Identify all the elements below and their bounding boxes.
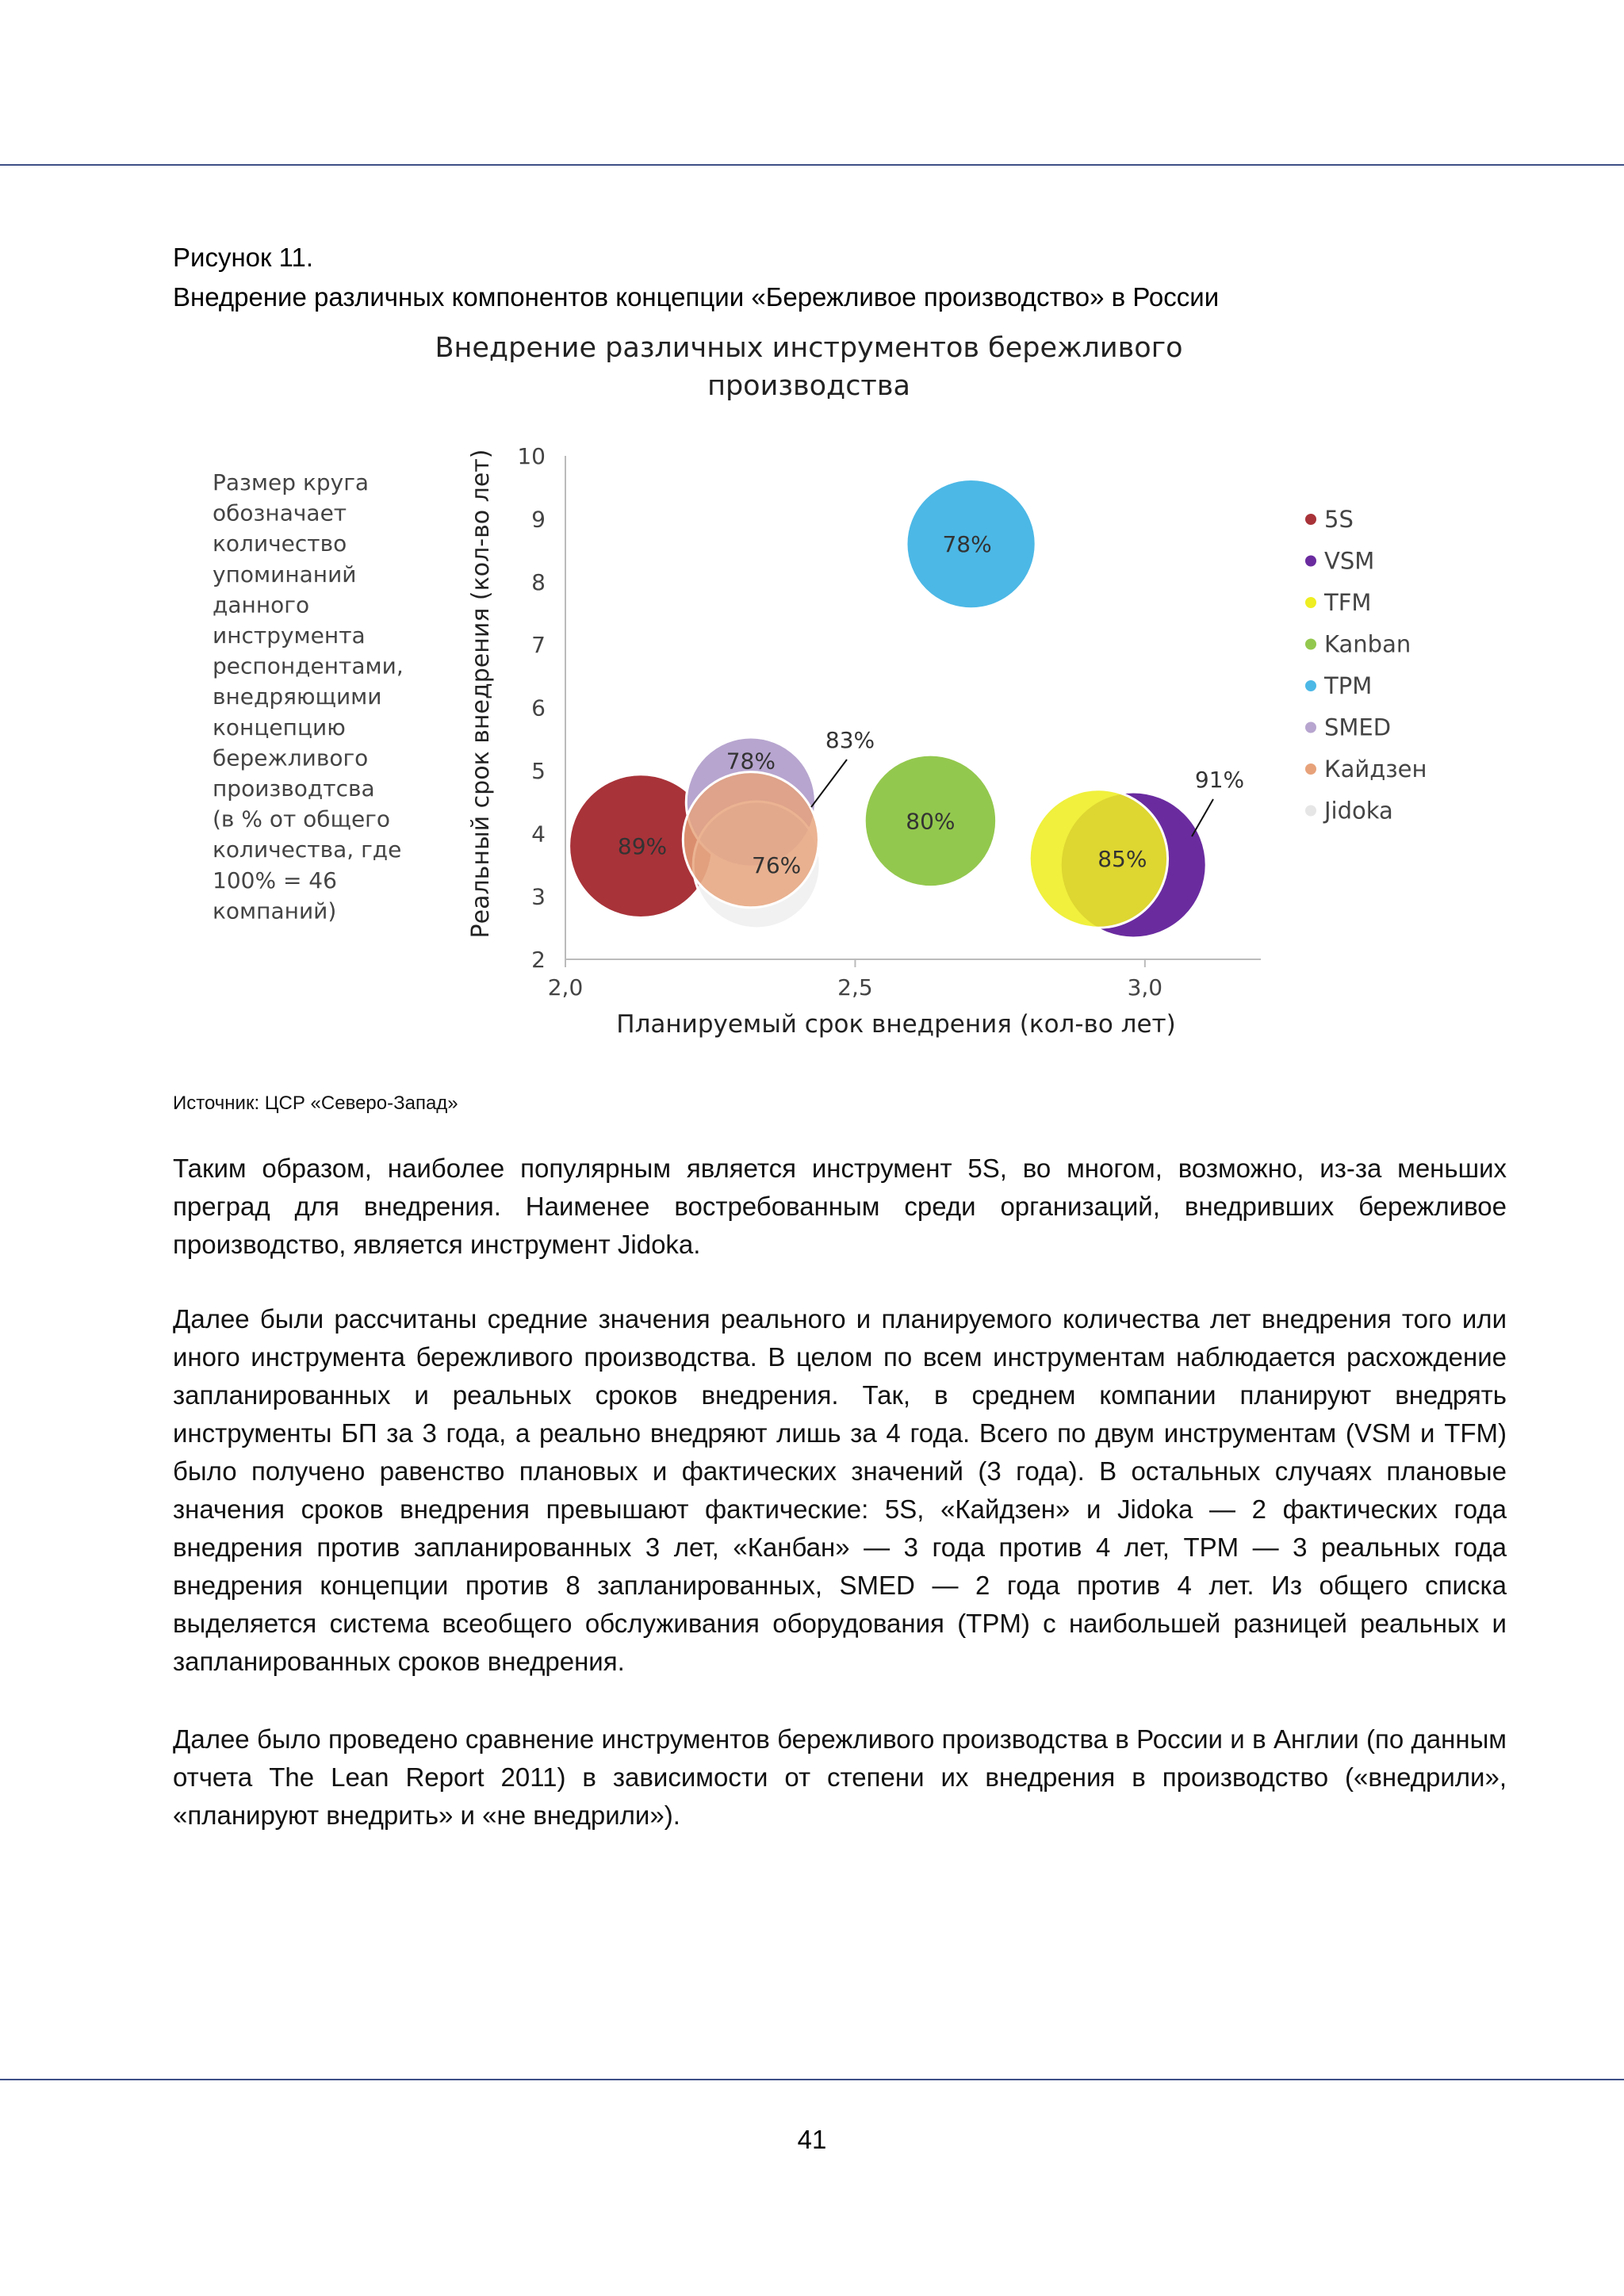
page-number: 41	[797, 2125, 827, 2154]
size-note-line: инструмента	[213, 622, 366, 649]
data-label-tpm: 78%	[942, 531, 992, 558]
y-tick-label: 3	[531, 883, 546, 910]
footer-rule	[0, 2079, 1624, 2080]
legend-label-кайдзен: Кайдзен	[1324, 756, 1427, 783]
figure-caption	[173, 238, 1521, 317]
x-tick-label: 2,5	[837, 974, 873, 1001]
paragraph-2: Далее были рассчитаны средние значения реального и планируемого количества лет внедрения того или иного инструмента бережливого производства. В целом по всем инструментам наблюдается расхождение запланированных и реальных сроков внедрения. Так, в среднем компании планируют внедрять инструменты БП за 3 года, а реально внедряют лишь за 4 года. Всего по двум инструментам (VSM и TFM) было получено равенство плановых и фактических значений (3 года). В остальных случаях плановые значения сроков внедрения превышают фактические: 5S, «Кайдзен» и Jidoka — 2 фактических года внедрения против запланированных 3 лет, «Канбан» — 3 года против 4 лет, TPM — 3 реальных года внедрения концепции против 8 запланированных, SMED — 2 года против 4 лет. Из общего списка выделяется система всеобщего обслуживания оборудования (TPM) с наибольшей разницей реальных и запланированных сроков внедрения.	[173, 1304, 1507, 1676]
legend-marker-vsm	[1305, 556, 1316, 567]
y-tick-label: 5	[531, 757, 546, 784]
y-axis-label: Реальный срок внедрения (кол-во лет)	[467, 449, 495, 939]
chart-title-line-2: производства	[707, 370, 910, 402]
data-label-kanban: 80%	[906, 808, 956, 835]
header-rule	[0, 164, 1624, 166]
x-axis-label: Планируемый срок внедрения (кол-во лет)	[616, 1010, 1176, 1039]
legend-marker-tpm	[1305, 680, 1316, 691]
legend-label-jidoka: Jidoka	[1324, 797, 1393, 825]
y-tick-label: 8	[531, 568, 546, 595]
source-note: Источник: ЦСР «Северо-Запад»	[173, 1093, 458, 1114]
data-label-5s: 89%	[617, 833, 668, 860]
paragraph-3: Далее было проведено сравнение инструментов бережливого производства в России и в Англии (по данным отчета The Lean Report 2011) в зависимости от степени их внедрения в производство («внедрили», «планируют внедрить» и «не внедрили»).	[173, 1724, 1507, 1830]
size-note-line: внедряющими	[213, 683, 382, 710]
bubble-кайдзен	[683, 772, 818, 908]
size-note-line: производтсва	[213, 775, 375, 802]
data-label-кайдзен: 83%	[825, 727, 875, 753]
figure-title: Внедрение различных компонентов концепции «Бережливое производство» в России	[173, 282, 1220, 312]
y-tick-label: 7	[531, 632, 546, 659]
size-note-line: компаний)	[213, 897, 337, 924]
legend-marker-кайдзен	[1305, 763, 1316, 775]
y-tick-label: 6	[531, 695, 546, 721]
data-label-jidoka: 76%	[752, 851, 802, 878]
size-note-line: бережливого	[213, 744, 369, 771]
data-label-smed: 78%	[726, 748, 776, 775]
legend-marker-tfm	[1305, 597, 1316, 608]
legend-marker-jidoka	[1305, 806, 1316, 817]
legend-marker-5s	[1305, 514, 1316, 525]
size-note-line: концепцию	[213, 714, 346, 740]
size-note-line: респондентами,	[213, 652, 404, 679]
bubble-chart	[182, 325, 1483, 1047]
size-note-line: 100% = 46	[213, 867, 337, 894]
y-tick-label: 9	[531, 506, 546, 533]
size-note-line: обозначает	[213, 499, 347, 526]
data-label-tfm: 85%	[1097, 846, 1147, 872]
leader-line-кайдзен	[811, 760, 847, 807]
y-tick-label: 2	[531, 947, 546, 973]
legend-label-tpm: TPM	[1324, 672, 1373, 699]
size-note-line: данного	[213, 591, 310, 618]
legend-label-smed: SMED	[1324, 714, 1392, 741]
bubble-chart-svg	[182, 325, 1483, 1047]
y-tick-label: 10	[517, 443, 546, 469]
data-label-vsm: 91%	[1194, 767, 1245, 793]
legend-label-vsm: VSM	[1324, 547, 1375, 575]
legend-marker-smed	[1305, 722, 1316, 733]
size-note-line: (в % от общего	[213, 806, 391, 832]
legend-label-tfm: TFM	[1324, 589, 1372, 616]
leader-line-vsm	[1192, 799, 1213, 836]
paragraph-1: Таким образом, наиболее популярным является инструмент 5S, во многом, возможно, из-за меньших преград для внедрения. Наименее востребованным среди организаций, внедривших бережливое производство, является инструмент Jidoka.	[173, 1154, 1507, 1259]
size-note-line: количество	[213, 530, 347, 557]
size-note-line: количества, где	[213, 836, 402, 863]
chart-title-line-1: Внедрение различных инструментов бережливого	[435, 332, 1183, 364]
y-tick-label: 4	[531, 821, 546, 848]
x-tick-label: 3,0	[1127, 974, 1163, 1001]
legend-marker-kanban	[1305, 639, 1316, 650]
figure-label: Рисунок 11.	[173, 243, 314, 272]
size-note-line: Размер круга	[213, 469, 370, 496]
legend-label-kanban: Kanban	[1324, 630, 1411, 658]
legend-label-5s: 5S	[1324, 506, 1354, 533]
size-note-line: упоминаний	[213, 561, 357, 587]
x-tick-label: 2,0	[547, 974, 584, 1001]
